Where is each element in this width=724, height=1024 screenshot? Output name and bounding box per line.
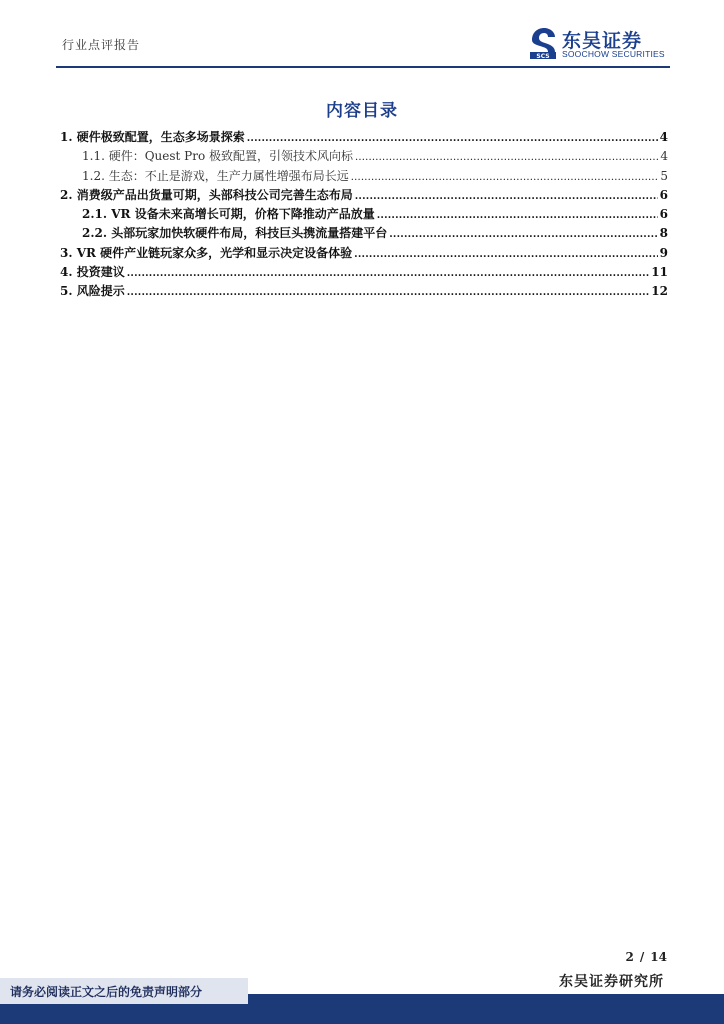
toc-entry[interactable] bbox=[60, 282, 668, 301]
page-number bbox=[623, 950, 670, 964]
header-divider bbox=[56, 66, 670, 68]
toc-title: 内容目录 bbox=[326, 101, 398, 121]
toc-dot-leader bbox=[354, 245, 657, 264]
toc-entry[interactable] bbox=[60, 128, 668, 147]
soochow-logo-icon bbox=[528, 26, 558, 60]
toc-entry-label: 2.2. 头部玩家加快软硬件布局，科技巨头携流量搭建平台 bbox=[82, 226, 388, 241]
toc-dot-leader bbox=[127, 264, 650, 283]
toc-entry-page: 6 bbox=[659, 187, 668, 202]
toc-entry[interactable] bbox=[60, 186, 668, 205]
toc-entry[interactable] bbox=[60, 244, 668, 263]
toc-dot-leader bbox=[389, 225, 657, 244]
toc-entry-label: 2.1. VR 设备未来高增长可期，价格下降推动产品放量 bbox=[82, 207, 375, 222]
toc-entry[interactable] bbox=[60, 205, 668, 224]
page-current: 2 bbox=[625, 950, 634, 964]
toc-entry-label: 4. 投资建议 bbox=[60, 265, 125, 280]
toc-dot-leader bbox=[351, 168, 659, 187]
toc-entry-label: 2. 消费级产品出货量可期，头部科技公司完善生态布局 bbox=[60, 187, 353, 202]
toc-entry-page: 5 bbox=[660, 168, 668, 183]
toc-entry-label: 5. 风险提示 bbox=[60, 284, 125, 299]
logo-chinese-name: 东吴证券 bbox=[562, 30, 643, 52]
toc-dot-leader bbox=[355, 187, 658, 206]
toc-entry-page: 12 bbox=[651, 284, 668, 299]
disclaimer-text: 请务必阅读正文之后的免责声明部分 bbox=[10, 985, 203, 999]
toc-entry-label: 1.1. 硬件：Quest Pro 极致配置，引领技术风向标 bbox=[82, 149, 354, 164]
toc-entry-page: 6 bbox=[659, 207, 668, 222]
footer-firm-name: 东吴证券研究所 bbox=[559, 974, 664, 990]
toc-entry-page: 4 bbox=[660, 149, 668, 164]
disclaimer-box bbox=[0, 978, 248, 1004]
toc-entry[interactable] bbox=[60, 147, 668, 166]
page-separator: / bbox=[639, 950, 645, 964]
toc-entry-label: 1.2. 生态：不止是游戏，生产力属性增强布局长远 bbox=[82, 168, 349, 183]
table-of-contents bbox=[60, 128, 668, 302]
toc-entry-label: 1. 硬件极致配置，生态多场景探索 bbox=[60, 130, 245, 144]
toc-entry[interactable] bbox=[60, 167, 668, 186]
toc-dot-leader bbox=[247, 129, 658, 148]
report-type-label: 行业点评报告 bbox=[62, 38, 141, 52]
toc-entry-page: 11 bbox=[651, 265, 668, 280]
page-total: 14 bbox=[650, 950, 667, 964]
company-logo bbox=[528, 26, 678, 60]
toc-dot-leader bbox=[377, 206, 658, 225]
toc-entry-page: 9 bbox=[659, 245, 668, 260]
logo-mark-text: SCS bbox=[536, 53, 550, 60]
logo-english-name: SOOCHOW SECURITIES bbox=[562, 49, 665, 59]
toc-entry[interactable] bbox=[60, 263, 668, 282]
toc-entry-page: 4 bbox=[659, 130, 668, 144]
toc-entry-label: 3. VR 硬件产业链玩家众多，光学和显示决定设备体验 bbox=[60, 245, 353, 260]
toc-dot-leader bbox=[355, 148, 658, 167]
toc-entry[interactable] bbox=[60, 224, 668, 243]
toc-entry-page: 8 bbox=[659, 226, 668, 241]
toc-dot-leader bbox=[127, 283, 650, 302]
